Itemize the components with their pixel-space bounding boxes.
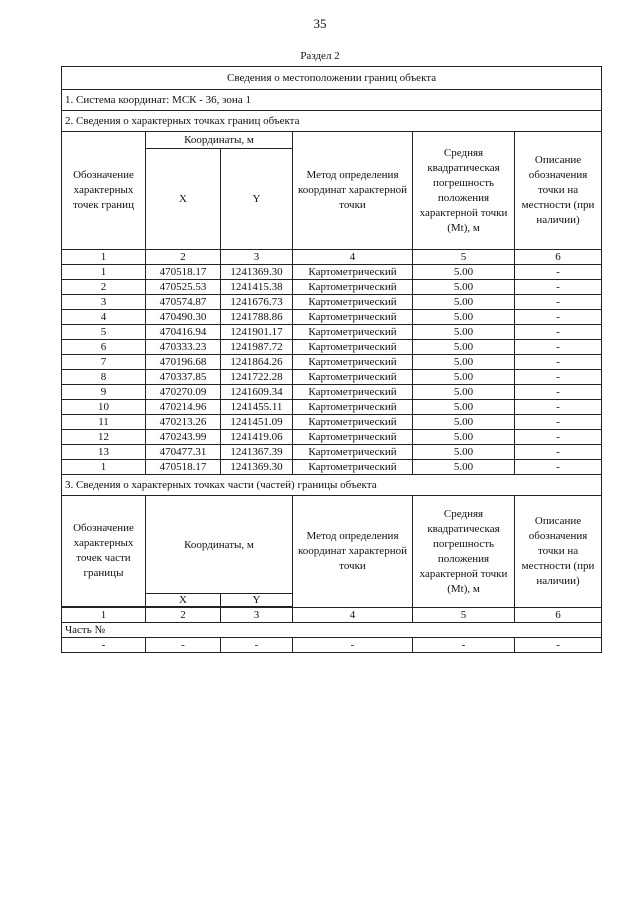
table-cell: 470574.87 [146,295,221,310]
table-cell: 1241987.72 [221,340,293,355]
table-cell: 1241676.73 [221,295,293,310]
table-cell: 1241788.86 [221,310,293,325]
header-x: X [146,594,221,607]
table-cell: - [515,280,602,295]
table-row [62,638,602,653]
table-row [62,295,602,310]
column-number: 2 [146,608,221,623]
table-title: Сведения о местоположении границ объекта [62,67,602,90]
table-cell: 470518.17 [146,265,221,280]
header-method: Метод определения координат характерной точки [293,132,413,250]
table-cell: 8 [62,370,146,385]
column-number: 3 [221,250,293,265]
table-cell: 5.00 [413,340,515,355]
section-2-heading: 2. Сведения о характерных точках границ объекта [62,111,602,132]
header-y: Y [221,594,293,607]
table-cell: 5.00 [413,265,515,280]
table-cell: 1241369.30 [221,265,293,280]
table-row [62,340,602,355]
table-cell: 9 [62,385,146,400]
table-cell: - [515,430,602,445]
table-cell: - [293,638,413,653]
section-title: Раздел 2 [300,50,340,62]
table-cell: 5.00 [413,310,515,325]
table-cell: 1241455.11 [221,400,293,415]
table-cell: 470270.09 [146,385,221,400]
page-number: 35 [313,16,327,31]
table-cell: 470518.17 [146,460,221,475]
table-cell: 5.00 [413,370,515,385]
table-row [62,430,602,445]
table-row [62,265,602,280]
header-description: Описание обозначения точки на местности (при наличии) [515,496,602,608]
header-error: Средняя квадратическая погрешность положения характерной точки (Mt), м [413,496,515,608]
table-cell: 5.00 [413,430,515,445]
header-point: Обозначение характерных точек части границы [62,496,146,607]
header-coordinates: Координаты, м [146,132,293,149]
table-cell: 10 [62,400,146,415]
column-number: 3 [221,608,293,623]
column-numbers-row [62,250,602,265]
table-row [62,355,602,370]
column-numbers-row [62,608,602,623]
table-cell: 11 [62,415,146,430]
column-number: 1 [62,250,146,265]
column-number: 4 [293,608,413,623]
header-description: Описание обозначения точки на местности (при наличии) [515,132,602,250]
table-row [62,280,602,295]
table-cell: 1 [62,460,146,475]
table-cell: 1241864.26 [221,355,293,370]
table-cell: - [515,415,602,430]
table-cell: Картометрический [293,370,413,385]
column-number: 2 [146,250,221,265]
table-cell: Картометрический [293,385,413,400]
table-cell: 470214.96 [146,400,221,415]
table-cell: 5.00 [413,400,515,415]
table-cell: - [515,340,602,355]
table-cell: - [515,355,602,370]
table-cell: - [413,638,515,653]
table-row [62,445,602,460]
table-cell: - [515,385,602,400]
column-number: 4 [293,250,413,265]
table-row [62,385,602,400]
table-cell: - [515,638,602,653]
table-cell: - [221,638,293,653]
table-cell: - [515,460,602,475]
table-cell: 5.00 [413,325,515,340]
column-number: 6 [515,608,602,623]
table-cell: 7 [62,355,146,370]
header-x: X [146,149,221,250]
header-error: Средняя квадратическая погрешность положения характерной точки (Mt), м [413,132,515,250]
table-cell: Картометрический [293,340,413,355]
table-cell: - [62,638,146,653]
column-number: 5 [413,608,515,623]
table-cell: - [515,445,602,460]
table-cell: Картометрический [293,295,413,310]
table-cell: 470490.30 [146,310,221,325]
table-cell: 5.00 [413,415,515,430]
header-method: Метод определения координат характерной точки [293,496,413,608]
table-cell: 4 [62,310,146,325]
table-row [62,400,602,415]
table-cell: 1241415.38 [221,280,293,295]
coordinate-system: 1. Система координат: МСК - 36, зона 1 [62,90,602,111]
table-cell: Картометрический [293,415,413,430]
header-point: Обозначение характерных точек границ [62,132,146,250]
table-cell: 470477.31 [146,445,221,460]
table-cell: - [515,400,602,415]
column-number: 1 [62,608,146,623]
table-cell: Картометрический [293,265,413,280]
table-cell: 1241367.39 [221,445,293,460]
table-cell: Картометрический [293,430,413,445]
table-row [62,460,602,475]
table-cell: 2 [62,280,146,295]
table-cell: 6 [62,340,146,355]
table-cell: Картометрический [293,400,413,415]
table-cell: 5.00 [413,295,515,310]
table-cell: - [515,325,602,340]
table-cell: 5.00 [413,355,515,370]
table-cell: 12 [62,430,146,445]
table-cell: 470213.26 [146,415,221,430]
table-cell: 5.00 [413,445,515,460]
table-cell: 470196.68 [146,355,221,370]
table-cell: Картометрический [293,355,413,370]
table-row [62,310,602,325]
table-row [62,325,602,340]
table-cell: Картометрический [293,445,413,460]
table-cell: 470243.99 [146,430,221,445]
column-number: 5 [413,250,515,265]
table-row [62,415,602,430]
table-cell: 1241419.06 [221,430,293,445]
table-cell: - [146,638,221,653]
header-y: Y [221,149,293,250]
table-cell: Картометрический [293,460,413,475]
table-cell: Картометрический [293,310,413,325]
table-cell: 5.00 [413,385,515,400]
table-cell: Картометрический [293,280,413,295]
table-cell: 1 [62,265,146,280]
table-cell: 1241722.28 [221,370,293,385]
table-cell: - [515,265,602,280]
table-cell: 5.00 [413,460,515,475]
table-cell: 470337.85 [146,370,221,385]
table-cell: - [515,370,602,385]
table-cell: 5.00 [413,280,515,295]
table-cell: 5 [62,325,146,340]
table-cell: - [515,295,602,310]
table-cell: 470525.53 [146,280,221,295]
table-row [62,370,602,385]
boundary-table [61,66,602,653]
table-cell: 1241609.34 [221,385,293,400]
table-cell: 470333.23 [146,340,221,355]
table-cell: - [515,310,602,325]
table-cell: 13 [62,445,146,460]
table-cell: 1241901.17 [221,325,293,340]
section-3-heading: 3. Сведения о характерных точках части (частей) границы объекта [62,475,602,496]
table-cell: Картометрический [293,325,413,340]
part-number-label: Часть № [62,623,602,638]
column-number: 6 [515,250,602,265]
table-cell: 1241369.30 [221,460,293,475]
table-cell: 470416.94 [146,325,221,340]
header-coordinates: Координаты, м [146,496,293,594]
table-cell: 1241451.09 [221,415,293,430]
table-cell: 3 [62,295,146,310]
